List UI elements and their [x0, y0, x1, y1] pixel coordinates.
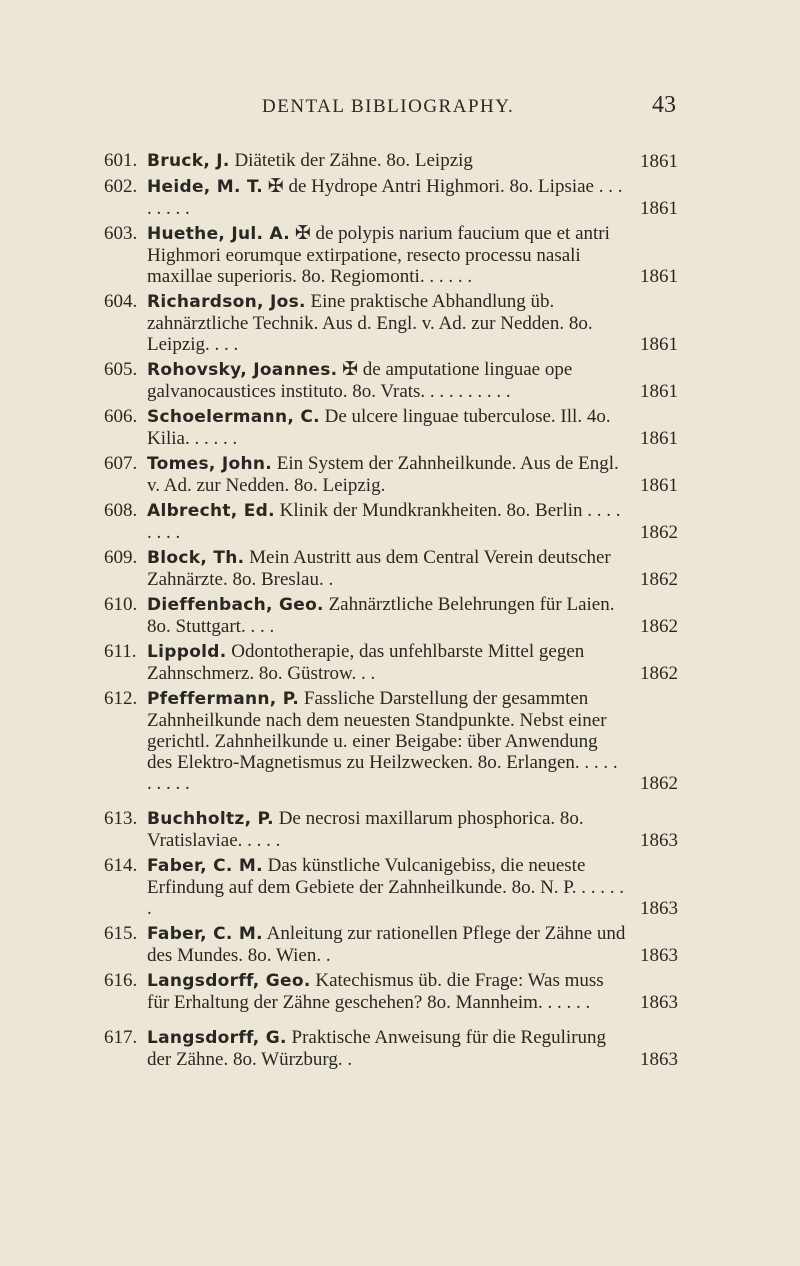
bibliography-entry — [0, 406, 800, 449]
entry-text — [147, 359, 627, 402]
bibliography-entry — [0, 150, 800, 172]
entry-text — [147, 641, 627, 684]
bibliography-entry — [0, 970, 800, 1013]
entry-title: De ulcere linguae tuberculose. Ill. 4o. Kilia. . . . . . — [147, 406, 611, 449]
bibliography-entry — [0, 223, 800, 287]
entry-year: 1861 — [640, 151, 678, 172]
entry-number: 610. — [104, 594, 138, 615]
entry-text — [147, 970, 627, 1013]
entry-number: 611. — [104, 641, 137, 662]
entry-text — [147, 594, 627, 637]
entry-number: 613. — [104, 808, 138, 829]
entry-author: Schoelermann, C. — [147, 407, 320, 427]
entry-number: 612. — [104, 688, 138, 709]
entry-text — [147, 688, 627, 794]
entry-year: 1861 — [640, 475, 678, 496]
entry-number: 607. — [104, 453, 138, 474]
entry-year: 1861 — [640, 334, 678, 355]
bibliography-entry — [0, 500, 800, 543]
running-title: DENTAL BIBLIOGRAPHY. — [262, 96, 515, 117]
bibliography-entry — [0, 641, 800, 684]
entry-title: ✠ de Hydrope Antri Highmori. 8o. Lipsiae . . . . . . . . — [147, 176, 623, 219]
page-number: 43 — [652, 92, 676, 118]
entry-title: Praktische Anweisung für die Regulirung der Zähne. 8o. Würzburg. . — [147, 1027, 607, 1070]
entry-year: 1863 — [640, 992, 678, 1013]
entry-title: Katechismus üb. die Frage: Was muss für Erhaltung der Zähne geschehen? 8o. Mannheim. . . . . . — [147, 970, 604, 1013]
entry-title: Das künstliche Vulcanigebiss, die neueste Erfindung auf dem Gebiete der Zahnheilkunde. 8o. N. P. . . . . . . — [147, 855, 624, 919]
entry-year: 1862 — [640, 569, 678, 590]
entry-title: Zahnärztliche Belehrungen für Laien. 8o. Stuttgart. . . . — [147, 594, 615, 637]
entry-number: 601. — [104, 150, 138, 171]
entry-number: 604. — [104, 291, 138, 312]
entry-author: Langsdorff, Geo. — [147, 971, 311, 991]
entry-author: Langsdorff, G. — [147, 1028, 287, 1048]
entry-title: Fassliche Darstellung der gesammten Zahnheilkunde nach dem neuesten Standpunkte. Nebst einer gerichtl. Zahnheilkunde u. einer Beigabe: über Anwendung des Elektro-Magnetismus zu Heilzwecken. 8o. Erlangen. . . . . . . . . . — [147, 688, 618, 794]
entry-author: Rohovsky, Joannes. — [147, 360, 338, 380]
bibliography-entry — [0, 808, 800, 851]
entry-author: Huethe, Jul. A. — [147, 224, 291, 244]
entry-text — [147, 291, 627, 355]
entry-title: ✠ de polypis narium faucium que et antri Highmori eorumque extirpatione, resecto processu nasali maxillae superioris. 8o. Regiomonti. . . . . . — [147, 223, 610, 287]
bibliography-entry — [0, 923, 800, 966]
bibliography-entry — [0, 359, 800, 402]
bibliography-entry — [0, 594, 800, 637]
entry-number: 616. — [104, 970, 138, 991]
bibliography-entry — [0, 291, 800, 355]
entry-author: Faber, C. M. — [147, 924, 263, 944]
entry-title: Klinik der Mundkrankheiten. 8o. Berlin . . . . . . . . — [147, 500, 621, 543]
entry-author: Albrecht, Ed. — [147, 501, 275, 521]
entry-year: 1863 — [640, 830, 678, 851]
entry-author: Bruck, J. — [147, 151, 230, 171]
entry-author: Dieffenbach, Geo. — [147, 595, 324, 615]
entry-text — [147, 406, 627, 449]
entry-year: 1861 — [640, 198, 678, 219]
entry-number: 615. — [104, 923, 138, 944]
entry-title: ✠ de amputatione linguae ope galvanocaustices instituto. 8o. Vrats. . . . . . . . . . — [147, 359, 573, 402]
entry-year: 1862 — [640, 522, 678, 543]
entry-title: Mein Austritt aus dem Central Verein deutscher Zahnärzte. 8o. Breslau. . — [147, 547, 611, 590]
bibliography-entry — [0, 1027, 800, 1070]
entry-title: Odontotherapie, das unfehlbarste Mittel gegen Zahnschmerz. 8o. Güstrow. . . — [147, 641, 585, 684]
entry-year: 1861 — [640, 381, 678, 402]
bibliography-list — [0, 150, 800, 1074]
entry-number: 614. — [104, 855, 138, 876]
bibliography-entry — [0, 453, 800, 496]
entry-number: 602. — [104, 176, 138, 197]
entry-text — [147, 150, 627, 172]
entry-author: Pfeffermann, P. — [147, 689, 300, 709]
entry-author: Faber, C. M. — [147, 856, 263, 876]
entry-title: Ein System der Zahnheilkunde. Aus de Engl. v. Ad. zur Nedden. 8o. Leipzig. — [147, 453, 619, 496]
entry-author: Richardson, Jos. — [147, 292, 306, 312]
entry-year: 1861 — [640, 266, 678, 287]
entry-year: 1863 — [640, 1049, 678, 1070]
entry-year: 1862 — [640, 773, 678, 794]
bibliography-entry — [0, 547, 800, 590]
entry-number: 609. — [104, 547, 138, 568]
entry-title: Anleitung zur rationellen Pflege der Zähne und des Mundes. 8o. Wien. . — [147, 923, 626, 966]
entry-author: Block, Th. — [147, 548, 245, 568]
entry-text — [147, 1027, 627, 1070]
entry-text — [147, 808, 627, 851]
entry-author: Lippold. — [147, 642, 227, 662]
entry-title: Eine praktische Abhandlung üb. zahnärztliche Technik. Aus d. Engl. v. Ad. zur Nedden. 8o. Leipzig. . . . — [147, 291, 593, 355]
entry-number: 617. — [104, 1027, 138, 1048]
entry-text — [147, 547, 627, 590]
entry-text — [147, 453, 627, 496]
bibliography-entry — [0, 855, 800, 919]
entry-year: 1862 — [640, 616, 678, 637]
entry-text — [147, 500, 627, 543]
entry-title: De necrosi maxillarum phosphorica. 8o. Vratislaviae. . . . . — [147, 808, 584, 851]
entry-text — [147, 923, 627, 966]
bibliography-entry — [0, 176, 800, 219]
entry-text — [147, 176, 627, 219]
entry-number: 603. — [104, 223, 138, 244]
entry-title: Diätetik der Zähne. 8o. Leipzig — [234, 150, 473, 171]
entry-year: 1863 — [640, 898, 678, 919]
entry-text — [147, 223, 627, 287]
entry-number: 606. — [104, 406, 138, 427]
entry-year: 1862 — [640, 663, 678, 684]
entry-year: 1861 — [640, 428, 678, 449]
entry-number: 608. — [104, 500, 138, 521]
entry-author: Heide, M. T. — [147, 177, 264, 197]
page-header — [0, 92, 800, 126]
entry-number: 605. — [104, 359, 138, 380]
entry-author: Tomes, John. — [147, 454, 273, 474]
bibliography-entry — [0, 688, 800, 794]
entry-year: 1863 — [640, 945, 678, 966]
entry-text — [147, 855, 627, 919]
entry-author: Buchholtz, P. — [147, 809, 274, 829]
